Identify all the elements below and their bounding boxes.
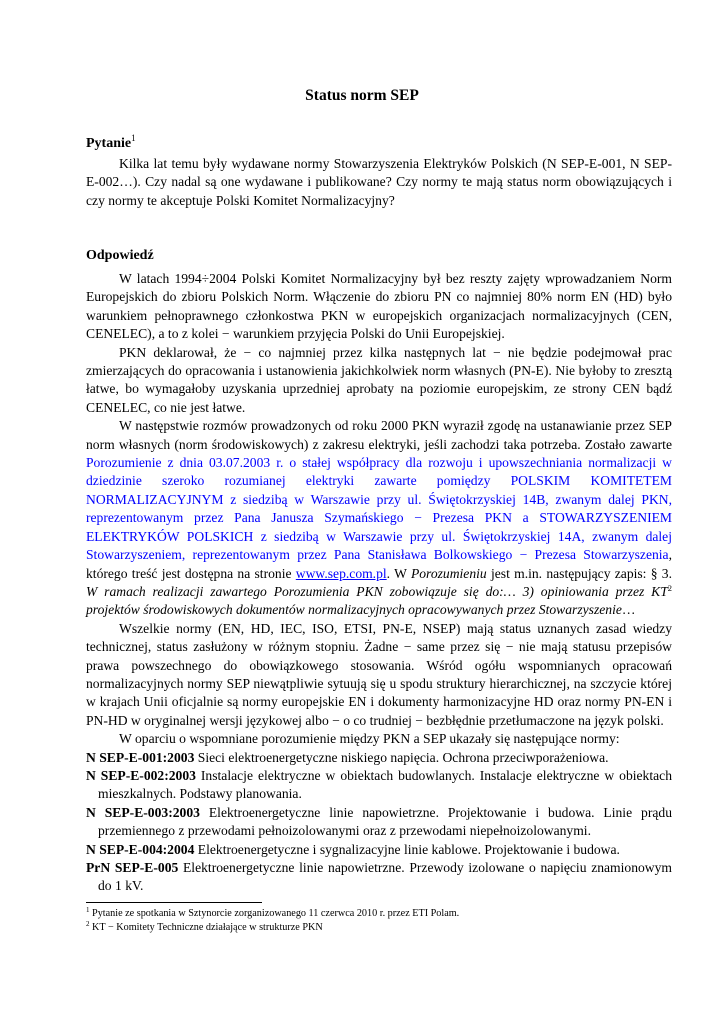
footnote-2 [86,921,672,935]
norm-code: N SEP-E-004:2004 [86,841,195,857]
footnote-1 [86,907,672,921]
norm-item [86,841,672,859]
norm-desc: Instalacje elektryczne w obiektach budowlanych. Instalacje elektryczne w obiektach mieszkalnych. Podstawy planowania. [98,767,672,802]
p3-italic-porozumieniu: Porozumieniu [410,565,487,581]
question-heading-text: Pytanie [86,136,132,151]
answer-paragraph-5: W oparciu o wspomniane porozumienie między PKN a SEP ukazały się następujące normy: [119,731,620,747]
footnote-divider [86,902,262,903]
p3-italic-quote-end: projektów środowiskowych dokumentów normalizacyjnych opracowywanych przez Stowarzyszenie [86,602,622,618]
norm-code: N SEP-E-003:2003 [86,804,200,820]
norms-list [86,749,672,896]
document-title: Status norm SEP [305,87,419,104]
footnote-text: KT − Komitety Techniczne działające w strukturze PKN [92,922,323,933]
footnote-mark: 1 [86,906,90,914]
p3-plain-2: jest m.in. następujący zapis: § 3. [490,565,672,581]
answer-block [86,270,672,896]
p3-after-url: . W [386,565,407,581]
footnote-ref-2: 2 [667,582,672,593]
answer-heading: Odpowiedź [86,248,154,263]
question-paragraph: Kilka lat temu były wydawane normy Stowarzyszenia Elektryków Polskich (N SEP-E-001, N SEP-E-002…). Czy nadal są one wydawane i publikowane? Czy normy te mają status norm obowiązujących i czy normy te akceptuje Polski Komitet Normalizacyjny? [86,156,672,208]
answer-paragraph-2: PKN deklarował, że − co najmniej przez kilka następnych lat − nie będzie podejmował prac zmierzających do opracowania i ustanowienia jakichkolwiek norm własnych (PN-E). Nie byłoby to zresztą łatwe, bo wymagałoby uzyskania uprzedniej aprobaty na poziomie europejskim, ze strony CEN bądź CENELEC, co nie jest łatwe. [86,344,672,415]
norm-item [86,804,672,841]
norm-code: N SEP-E-002:2003 [86,767,196,783]
answer-paragraph-1: W latach 1994÷2004 Polski Komitet Normalizacyjny był bez reszty zajęty wprowadzaniem Norm Europejskich do zbioru Polskich Norm. Włączenie do zbioru PN co najmniej 80% norm EN (HD) było warunkiem pełnoprawnego członkostwa PKN w europejskich organizacjach normalizacyjnych (CEN, CENELEC), a to z kolei − warunkiem przyjęcia Polski do Unii Europejskiej. [86,271,672,342]
footnote-text: Pytanie ze spotkania w Sztynorcie zorganizowanego 11 czerwca 2010 r. przez ETI Polam. [92,908,460,919]
p3-start: W następstwie rozmów prowadzonych od roku 2000 PKN wyraził zgodę na ustanawianie przez SEP norm własnych (norm środowiskowych) z zakresu elektryki, jeśli zachodzi taka potrzeba. Zostało zawarte [86,418,672,452]
norm-desc: Sieci elektroenergetyczne niskiego napięcia. Ochrona przeciwporażeniowa. [197,749,609,765]
p3-mid: , którego treść jest dostępna na stronie [86,547,672,581]
footnote-ref-1: 1 [131,133,136,143]
answer-paragraph-4: Wszelkie normy (EN, HD, IEC, ISO, ETSI, PN-E, NSEP) mają status uznanych zasad wiedzy technicznej, status zasłużony w różnym stopniu. Żadne − same przez się − nie mają statusu przepisów prawa powszechnego do obowiązkowego stosowania. Wśród ogółu wspomnianych opracowań normalizacyjnych normy SEP niewątpliwie sytuują się u spodu struktury hierarchicznej, na szczycie której w krajach Unii oficjalnie są normy europejskie EN i dokumenty harmonizacyjne HD oraz normy PN-EN i PN-HD w oryginalnej wersji językowej albo − o co trudniej − bezbłędnie przetłumaczone na język polski. [86,620,672,728]
p3-italic-quote: W ramach realizacji zawartego Porozumienia PKN zobowiązuje się do:… 3) opiniowania przez KT [86,583,668,599]
p3-end: … [621,602,636,618]
norm-desc: Elektroenergetyczne linie napowietrzne. Przewody izolowane o napięciu znamionowym do 1 kV. [98,860,672,894]
sep-website-link[interactable]: www.sep.com.pl [295,565,387,581]
footnotes [86,907,672,935]
norm-desc: Elektroenergetyczne linie napowietrzne. Projektowanie i budowa. Linie prądu przemiennego z przewodami pełnoizolowanymi oraz z przewodami niepełnoizolowanymi. [98,804,673,839]
norm-code: N SEP-E-001:2003 [86,749,195,765]
norm-item [86,767,672,804]
question-heading [86,135,136,153]
footnote-mark: 2 [86,920,90,928]
agreement-link[interactable]: Porozumienie z dnia 03.07.2003 r. o stałej współpracy dla rozwoju i upowszechniania normalizacji w dziedzinie szeroko rozumianej elektryki zawarte pomiędzy POLSKIM KOMITETEM NORMALIZACYJNYM z siedzibą w Warszawie przy ul. Świętokrzyskiej 14B, zwanym dalej PKN, reprezentowanym przez Pana Janusza Szymańskiego − Prezesa PKN a STOWARZYSZENIEM ELEKTRYKÓW POLSKICH z siedzibą w Warszawie przy ul. Świętokrzyskiej 14A, zwanym dalej Stowarzyszeniem, reprezentowanym przez Pana Stanisława Bolkowskiego − Prezesa Stowarzyszenia [86,455,672,563]
question-block [86,155,672,210]
answer-paragraph-3 [86,417,672,619]
norm-item [86,749,672,767]
norm-desc: Elektroenergetyczne i sygnalizacyjne linie kablowe. Projektowanie i budowa. [197,841,620,857]
norm-item [86,859,672,896]
norm-code: PrN SEP-E-005 [86,860,179,875]
